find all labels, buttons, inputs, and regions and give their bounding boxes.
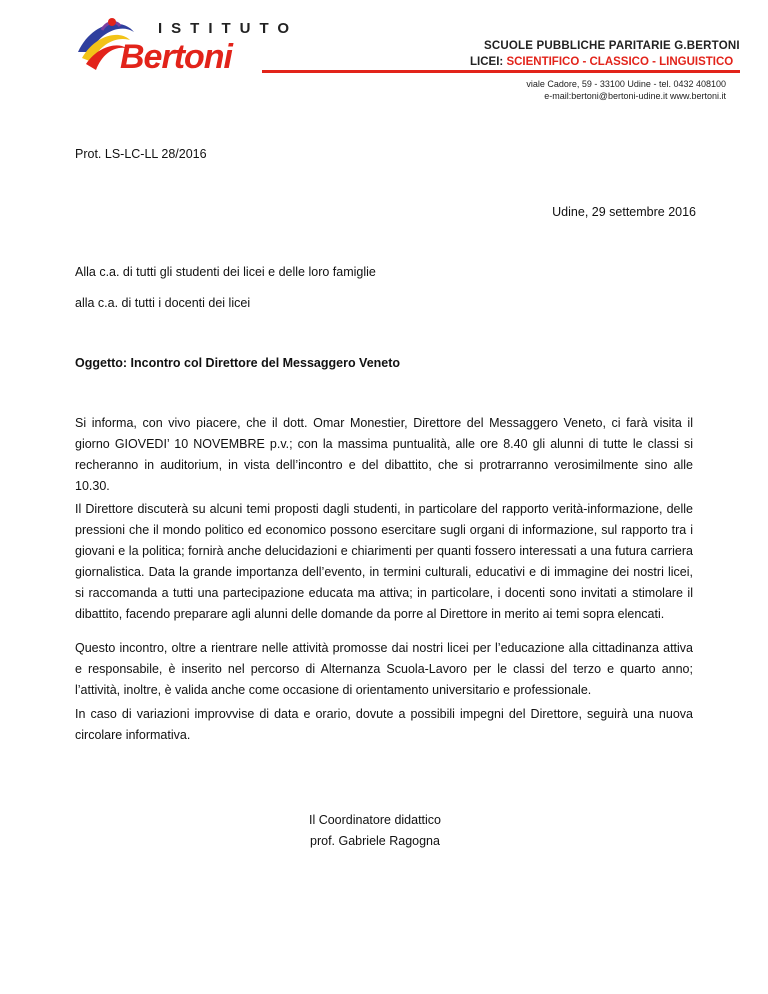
body-paragraph-2: Il Direttore discuterà su alcuni temi proposti dagli studenti, in particolare del rapporto verità-informazione, delle pressioni che il mondo politico ed economico possono esercitare sugli organi di informazione, sul rapporto tra i giovani e la politica; fornirà anche delucidazioni e chiarimenti per quanti fossero interessati a una futura carriera giornalistica. Data la grande importanza dell’evento, in termini culturali, educativi e di immagine dei nostri licei, si raccomanda a tutti una partecipazione educata ma attiva; in particolare, i docenti sono invitati a stimolare il dibattito, facendo preparare agli alunni delle domande da porre al Direttore in merito ai temi sopra elencati. xyxy=(75,502,693,621)
protocol-number: Prot. LS-LC-LL 28/2016 xyxy=(75,147,207,161)
school-title: SCUOLE PUBBLICHE PARITARIE G.BERTONI xyxy=(484,40,740,52)
school-address-block xyxy=(486,78,726,102)
signature-role: Il Coordinatore didattico xyxy=(308,813,442,827)
letter-date: Udine, 29 settembre 2016 xyxy=(552,205,696,219)
recipient-students: Alla c.a. di tutti gli studenti dei licei e delle loro famiglie xyxy=(75,265,376,279)
logo-brand-text: Bertoni xyxy=(120,38,232,76)
school-contacts: e-mail:bertoni@bertoni-udine.it www.bertoni.it xyxy=(544,91,726,101)
body-paragraph-4: In caso di variazioni improvvise di data e orario, dovute a possibili impegni del Direttore, seguirà una nuova circolare informativa. xyxy=(75,707,693,742)
licei-label: LICEI: xyxy=(470,56,504,68)
signature-name: prof. Gabriele Ragogna xyxy=(310,834,440,848)
licei-list: SCIENTIFICO - CLASSICO - LINGUISTICO xyxy=(506,56,734,68)
letterhead-divider xyxy=(262,70,740,73)
school-address: viale Cadore, 59 - 33100 Udine - tel. 0432 408100 xyxy=(526,79,726,89)
body-paragraph-3: Questo incontro, oltre a rientrare nelle attività promosse dai nostri licei per l’educazione alla cittadinanza attiva e responsabile, è inserito nel percorso di Alternanza Scuola-Lavoro per le classi del terzo e quarto anno; l’attività, inoltre, è valida anche come occasione di orientamento universitario e professionale. xyxy=(75,641,693,697)
body-paragraph-1: Si informa, con vivo piacere, che il dott. Omar Monestier, Direttore del Messaggero Veneto, ci farà visita il giorno GIOVEDI’ 10 NOVEMBRE p.v.; con la massima puntualità, alle ore 8.40 gli alunni di tutte le classi si recheranno in auditorium, in vista dell’incontro e del dibattito, che si protrarranno verosimilmente sino alle 10.30. xyxy=(75,416,693,493)
logo-istituto-text: ISTITUTO xyxy=(158,20,299,37)
licei-line xyxy=(470,56,733,68)
signature-block xyxy=(240,810,510,852)
letter-subject: Oggetto: Incontro col Direttore del Messaggero Veneto xyxy=(75,356,401,370)
recipient-teachers: alla c.a. di tutti i docenti dei licei xyxy=(75,296,251,310)
